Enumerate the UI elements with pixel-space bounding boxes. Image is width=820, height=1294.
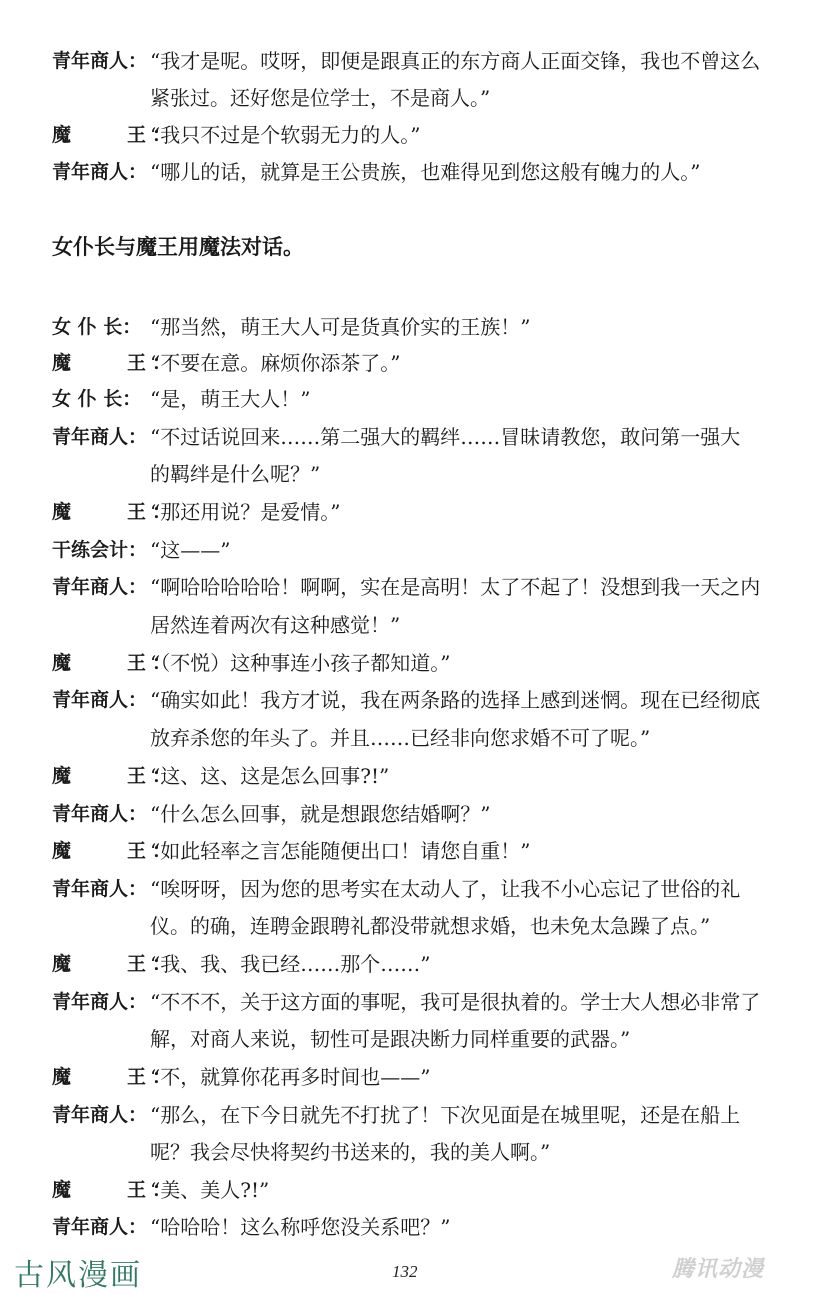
dialogue-text: “我只不过是个软弱无力的人。” [150,123,421,147]
dialogue-text: 的羁绊是什么呢？” [150,462,321,486]
speaker-label: 青年商人： [52,1216,148,1238]
speaker-label: 女 仆 长： [52,388,142,410]
dialogue-text: “美、美人?!” [150,1178,270,1202]
speaker-label: 青年商人： [52,878,148,900]
dialogue-text: “这、这、这是怎么回事?!” [150,764,390,788]
speaker-label: 魔 王： [52,124,178,146]
speaker-label: 青年商人： [52,576,148,598]
speaker-label: 干练会计： [52,539,148,561]
speaker-label: 青年商人： [52,50,148,72]
dialogue-text: “我才是呢。哎呀，即便是跟真正的东方商人正面交锋，我也不曾这么 [150,49,761,73]
dialogue-text: “我、我、我已经……那个……” [150,952,431,976]
dialogue-text: “如此轻率之言怎能随便出口！请您自重！” [150,839,531,863]
speaker-label: 魔 王： [52,1179,178,1201]
speaker-label: 魔 王： [52,840,178,862]
dialogue-text: “（不悦）这种事连小孩子都知道。” [150,651,451,675]
speaker-label: 魔 王： [52,953,178,975]
dialogue-text: 放弃杀您的年头了。并且……已经非向您求婚不可了呢。” [150,726,651,750]
dialogue-text: “啊哈哈哈哈哈！啊啊，实在是高明！太了不起了！没想到我一天之内 [150,575,761,599]
speaker-label: 魔 王： [52,1066,178,1088]
dialogue-text: “不过话说回来……第二强大的羁绊……冒昧请教您，敢问第一强大 [150,425,741,449]
dialogue-text: “唉呀呀，因为您的思考实在太动人了，让我不小心忘记了世俗的礼 [150,877,741,901]
speaker-label: 青年商人： [52,1104,148,1126]
speaker-label: 青年商人： [52,161,148,183]
speaker-label: 青年商人： [52,426,148,448]
dialogue-text: 仪。的确，连聘金跟聘礼都没带就想求婚，也未免太急躁了点。” [150,914,711,938]
dialogue-text: “那还用说？是爱情。” [150,500,341,524]
speaker-label: 青年商人： [52,991,148,1013]
dialogue-text: “什么怎么回事，就是想跟您结婚啊？” [150,802,491,826]
dialogue-text: “那么，在下今日就先不打扰了！下次见面是在城里呢，还是在船上 [150,1103,741,1127]
dialogue-text: “是，萌王大人！” [150,387,311,411]
section-heading: 女仆长与魔王用魔法对话。 [52,235,304,259]
dialogue-text: “哈哈哈！这么称呼您没关系吧？” [150,1215,451,1239]
dialogue-text: “不，就算你花再多时间也——” [150,1065,431,1089]
speaker-label: 魔 王： [52,501,178,523]
dialogue-text: “哪儿的话，就算是王公贵族，也难得见到您这般有魄力的人。” [150,160,701,184]
watermark-logo-left: 古风漫画 [14,1258,142,1293]
dialogue-text: “不不不，关于这方面的事呢，我可是很执着的。学士大人想必非常了 [150,990,761,1014]
watermark-logo-right: 腾讯动漫 [672,1257,765,1282]
dialogue-text: “这——” [150,538,231,562]
speaker-label: 魔 王： [52,652,178,674]
dialogue-text: 解，对商人来说，韧性可是跟决断力同样重要的武器。” [150,1027,631,1051]
dialogue-text: “那当然，萌王大人可是货真价实的王族！” [150,315,531,339]
speaker-label: 青年商人： [52,689,148,711]
speaker-label: 女 仆 长： [52,316,142,338]
dialogue-text: “不要在意。麻烦你添茶了。” [150,351,401,375]
dialogue-text: 居然连着两次有这种感觉！” [150,613,401,637]
dialogue-text: 呢？我会尽快将契约书送来的，我的美人啊。” [150,1140,551,1164]
speaker-label: 青年商人： [52,803,148,825]
speaker-label: 魔 王： [52,352,178,374]
page-number: 132 [392,1262,418,1281]
speaker-label: 魔 王： [52,765,178,787]
dialogue-text: “确实如此！我方才说，我在两条路的选择上感到迷惘。现在已经彻底 [150,688,761,712]
dialogue-text: 紧张过。还好您是位学士，不是商人。” [150,86,491,110]
